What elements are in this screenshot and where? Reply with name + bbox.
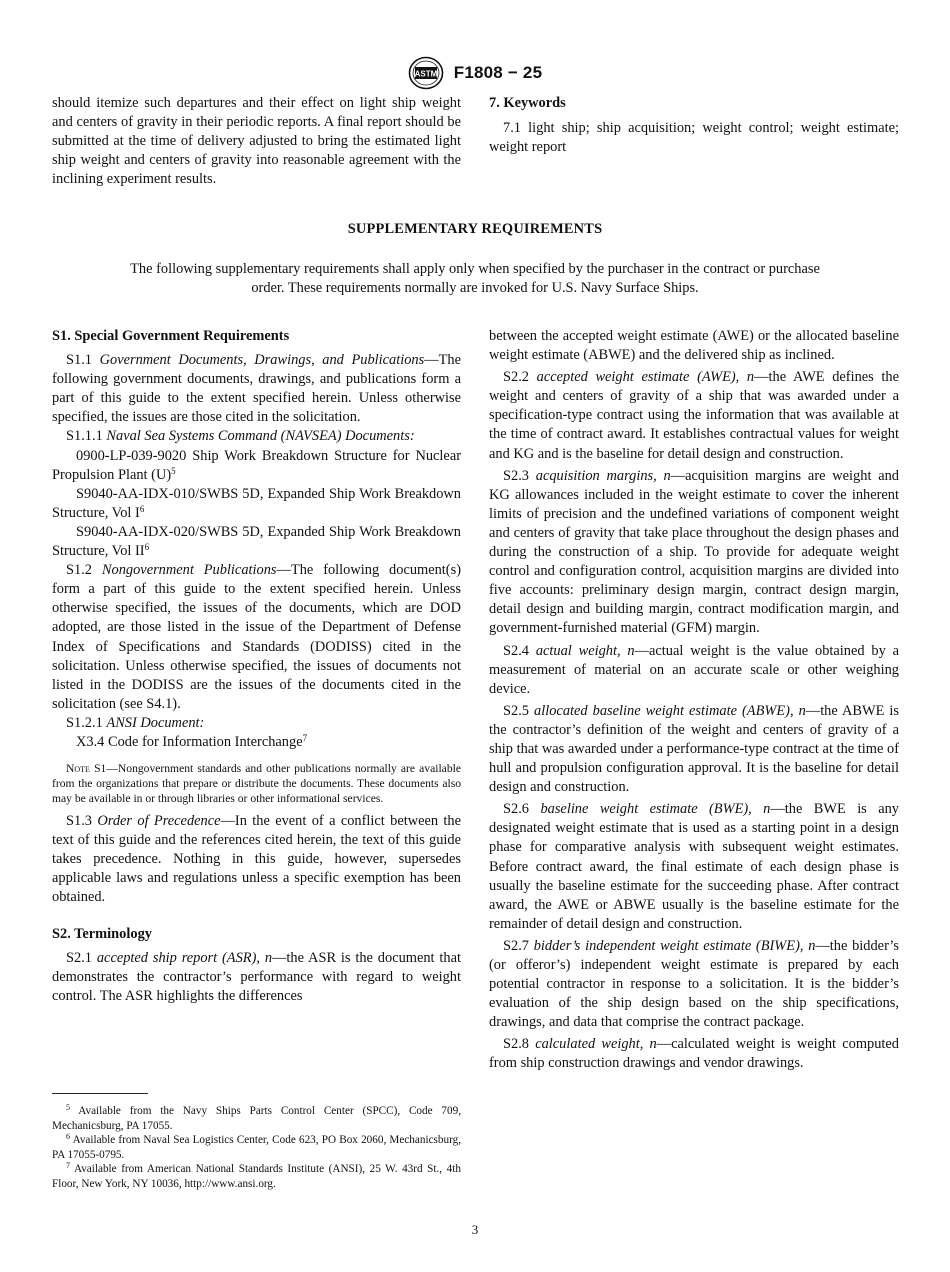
- keywords-heading: 7. Keywords: [489, 95, 566, 111]
- footnote: $^6$ Available from Naval Sea Logistics Center, Code 623, PO Box 2060, Mechanicsburg, PA 17055-0795.: [52, 1132, 461, 1161]
- s2-7-paragraph: S2.7 bidder’s independent weight estimate (BIWE), n—the bidder’s (or offeror’s) independent weight estimate is prepared by each potential contractor in response to a solicitation. It is the bidder’s evaluation of the ship design based on the ship specifications, drawings, and data that comprise the contract package.: [489, 937, 899, 1031]
- keywords-section: [489, 94, 899, 157]
- continuation-paragraph: should itemize such departures and their effect on light ship weight and centers of gravity in their periodic reports. A final report should be submitted at the time of delivery adjusted to bring the estimated light ship weight and centers of gravity into reasonable agreement with the inclining experiment results.: [52, 95, 461, 188]
- s1-2-paragraph: S1.2 Nongovernment Publications—The following document(s) form a part of this guide to the extent specified herein. Unless otherwise specified, the issues of the documents, which are DOD adopted, are those listed in the issue of the Department of Defense Index of Specifications and Standards (DODISS) cited in the solicitation. Unless otherwise specified, the issues of documents not listed in the DODISS are the issues of the documents cited in the solicitation (see S4.1).: [52, 562, 461, 712]
- doc-item: S9040-AA-IDX-010/SWBS 5D, Expanded Ship Work Breakdown Structure, Vol $I^6$: [52, 485, 461, 521]
- s2-1-continuation: between the accepted weight estimate (AWE) or the allocated baseline weight estimate (ABWE) and the delivered ship as inclined.: [489, 328, 899, 364]
- astm-logo-icon: [408, 56, 444, 90]
- left-column: [52, 327, 461, 1006]
- s2-3-paragraph: S2.3 acquisition margins, n—acquisition margins are weight and KG allowances included in the weight estimate to cover the inherent limits of precision and the undefined variations of component weight and centers of gravity that take place throughout the design phases and during the construction of a ship. To provide for adequate weight control and configuration control, acquisition margins are divided into five accounts: preliminary design margin, contract design margin, detail design and building margin, contract modification margin, and government-furnished material (GFM) margin.: [489, 467, 899, 637]
- footnotes: [52, 1104, 461, 1192]
- footnote: $^7$ Available from American National Standards Institute (ANSI), 25 W. 43rd St., 4th Floor, New York, NY 10036, http://www.ansi.org.: [52, 1161, 461, 1190]
- supplementary-title: SUPPLEMENTARY REQUIREMENTS: [347, 221, 603, 237]
- s1-3-paragraph: S1.3 Order of Precedence—In the event of a conflict between the text of this guide and the references cited herein, the text of this guide takes precedence. Nothing in this guide, however, supersedes applicable laws and regulations unless a specific exemption has been obtained.: [52, 813, 462, 906]
- keywords-text: 7.1 light ship; ship acquisition; weight control; weight estimate; weight report: [489, 120, 899, 156]
- s1-2-1-paragraph: S1.2.1 ANSI Document:: [66, 714, 205, 731]
- s2-2-paragraph: S2.2 accepted weight estimate (AWE), n—the AWE defines the weight and centers of gravity of a ship that was awarded under a specification-type contract using the information that was available at the time of contract award. It establishes contractual values for weight and KG and is the baseline for detail design and construction.: [489, 369, 899, 462]
- doc-item: S9040-AA-IDX-020/SWBS 5D, Expanded Ship Work Breakdown Structure, Vol $II^6$: [52, 523, 461, 560]
- s2-5-paragraph: S2.5 allocated baseline weight estimate (ABWE), n—the ABWE is the contractor’s definition of the weight and centers of gravity of a ship that was awarded under a performance-type contract at the time of hull and propulsion configuration approval. It is the baseline for detail design and construction.: [489, 702, 900, 796]
- s2-1-paragraph: S2.1 accepted ship report (ASR), n—the ASR is the document that demonstrates the contractor’s performance with regard to weight control. The ASR highlights the differences: [52, 949, 461, 1004]
- note-s1: Note S1—Nongovernment standards and other publications normally are available from the organizations that prepare or distribute the documents. These documents also may be available in or through libraries or other informational services.: [52, 762, 461, 806]
- footnote-divider: [52, 1093, 148, 1094]
- s1-1-paragraph: S1.1 Government Documents, Drawings, and Publications—The following government documents, drawings, and publications form a part of this guide to the extent specified herein. Unless otherwise specified, the issues are those cited in the solicitation.: [52, 352, 461, 426]
- supplementary-intro: The following supplementary requirements shall apply only when specified by the purchaser in the contract or purchase order. These requirements normally are invoked for U.S. Navy Surface Ships.: [130, 261, 820, 297]
- s2-heading: S2. Terminology: [52, 925, 152, 942]
- standard-designation: F1808 − 25: [453, 63, 543, 82]
- s2-8-paragraph: S2.8 calculated weight, n—calculated weight is weight computed from ship construction drawings and vendor drawings.: [489, 1036, 899, 1072]
- s1-1-1-paragraph: S1.1.1 Naval Sea Systems Command (NAVSEA) Documents:: [66, 428, 415, 445]
- doc-item: X3.4 Code for Information Interchange$^7$: [76, 732, 308, 750]
- previous-section-continuation: [52, 94, 461, 189]
- svg-text:ASTM: ASTM: [414, 69, 438, 79]
- s2-6-paragraph: S2.6 baseline weight estimate (BWE), n—the BWE is any designated weight estimate that is used as a starting point in a design phase for comparative analysis with subsequent weight estimates. Before contract award, the final estimate of each design phase is usually the baseline estimate for the succeeding phase. After contract award, the AWE or ABWE usually is the baseline estimate for the remainder of detail design and construction.: [489, 801, 899, 932]
- s1-heading: S1. Special Government Requirements: [52, 328, 290, 344]
- right-column: [489, 327, 899, 1074]
- page-number: 3: [471, 1222, 479, 1237]
- page-header: [0, 56, 950, 90]
- s2-4-paragraph: S2.4 actual weight, n—actual weight is the value obtained by a measurement of material on an accurate scale or other weighing device.: [489, 642, 899, 697]
- doc-item: 0900-LP-039-9020 Ship Work Breakdown Structure for Nuclear Propulsion Plant $(U)^5$: [52, 447, 461, 483]
- footnote: $^5$ Available from the Navy Ships Parts Control Center (SPCC), Code 709, Mechanicsburg, PA 17055.: [52, 1103, 461, 1132]
